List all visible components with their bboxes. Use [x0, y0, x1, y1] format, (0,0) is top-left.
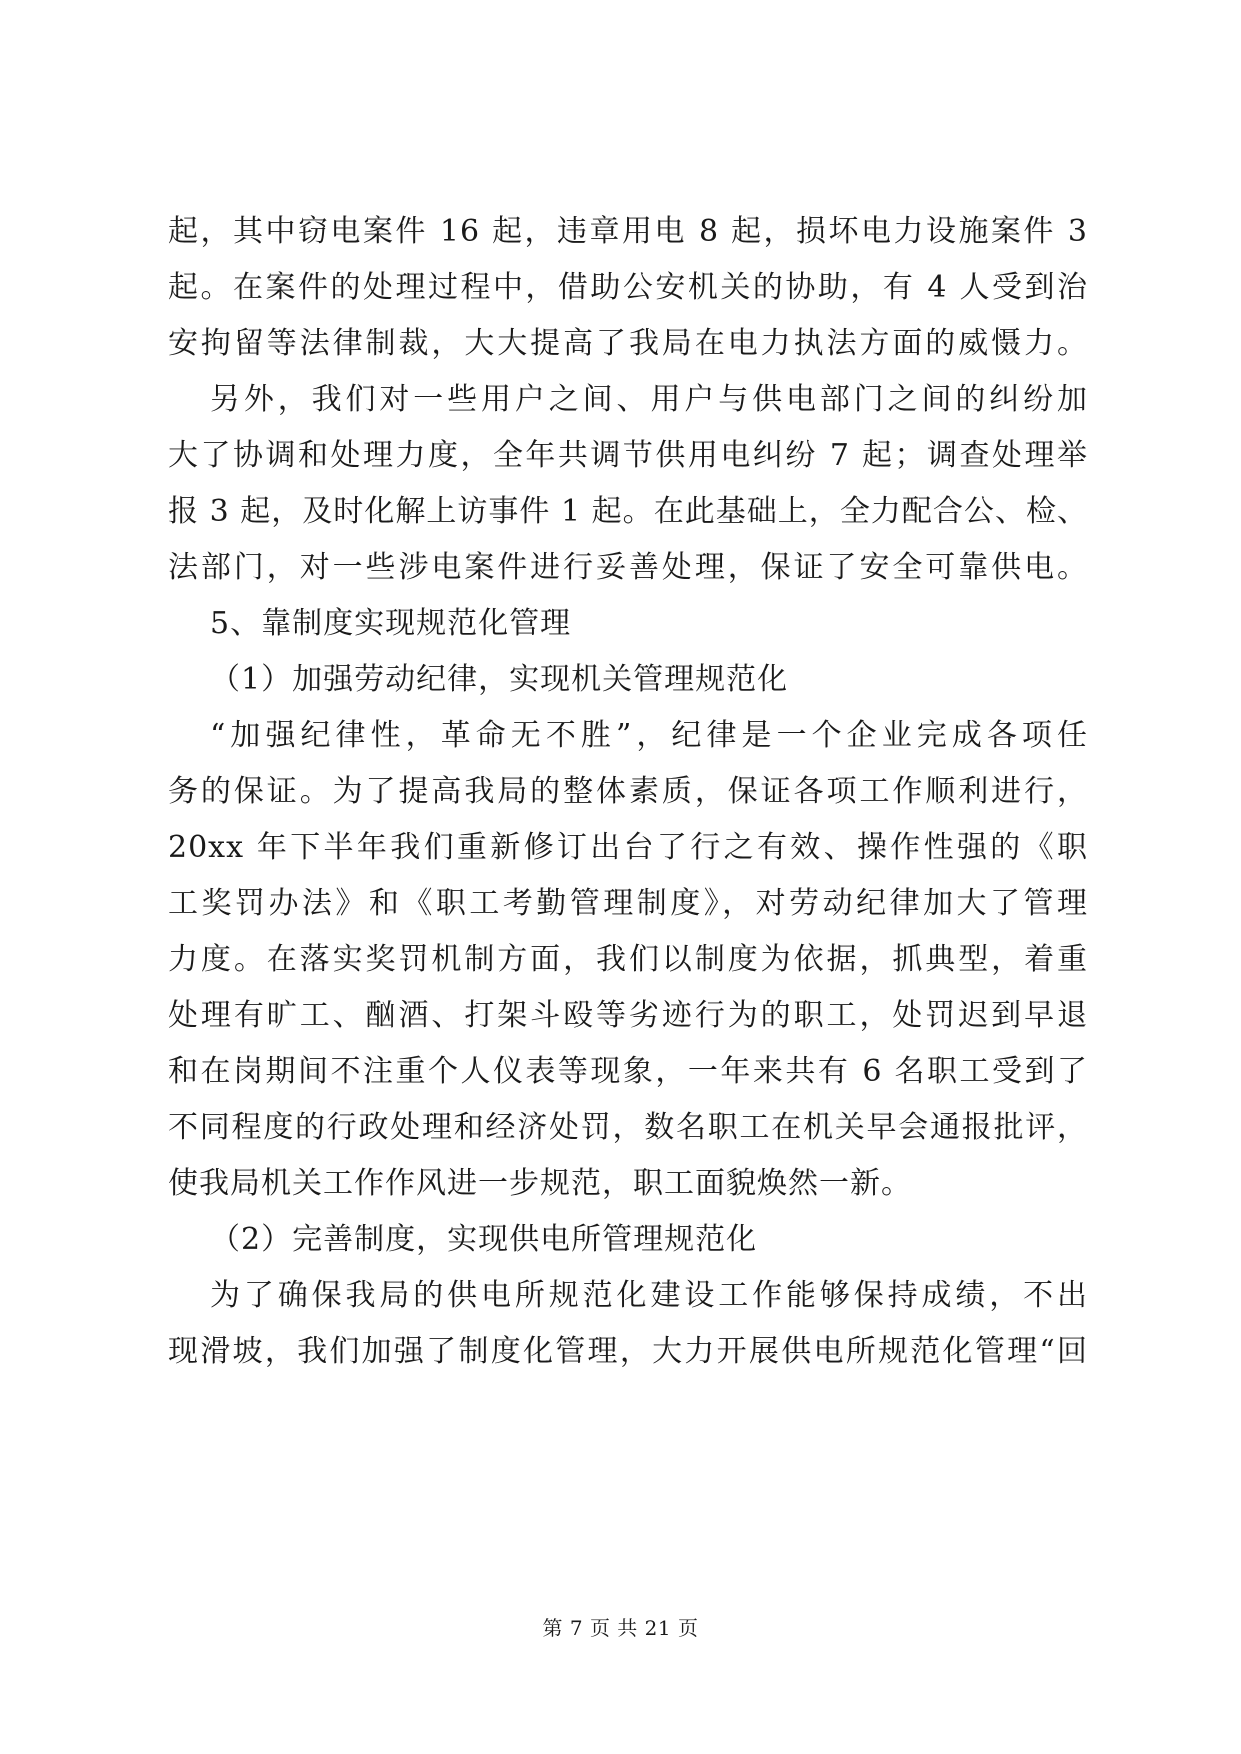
subsection-heading: （1）加强劳动纪律，实现机关管理规范化 — [210, 662, 789, 697]
body-text-line: 不同程度的行政处理和经济处罚，数名职工在机关早会通报批评， — [168, 1110, 1088, 1145]
body-text-line: 法部门，对一些涉电案件进行妥善处理，保证了安全可靠供电。 — [168, 550, 1088, 585]
page-number-footer: 第 7 页 共 21 页 — [542, 1616, 699, 1640]
body-text-line: 现滑坡，我们加强了制度化管理，大力开展供电所规范化管理“回 — [168, 1334, 1088, 1369]
subsection-heading: （2）完善制度，实现供电所管理规范化 — [210, 1222, 758, 1257]
body-text-line: 务的保证。为了提高我局的整体素质，保证各项工作顺利进行， — [168, 774, 1088, 809]
body-text-line: 起，其中窃电案件 16 起，违章用电 8 起，损坏电力设施案件 3 — [168, 214, 1088, 249]
body-text-line: 报 3 起，及时化解上访事件 1 起。在此基础上，全力配合公、检、 — [168, 494, 1088, 529]
body-text-line: 工奖罚办法》和《职工考勤管理制度》，对劳动纪律加大了管理 — [168, 886, 1088, 921]
body-text-line: 和在岗期间不注重个人仪表等现象，一年来共有 6 名职工受到了 — [168, 1054, 1088, 1089]
section-heading: 5、靠制度实现规范化管理 — [210, 606, 572, 641]
body-text-line: 使我局机关工作作风进一步规范，职工面貌焕然一新。 — [168, 1166, 912, 1201]
body-text-line: 大了协调和处理力度，全年共调节供用电纠纷 7 起；调查处理举 — [168, 438, 1088, 473]
body-text-line: 20xx 年下半年我们重新修订出台了行之有效、操作性强的《职 — [168, 830, 1088, 865]
body-text-line: 安拘留等法律制裁，大大提高了我局在电力执法方面的威慑力。 — [168, 326, 1088, 361]
paragraph-first-line: 另外，我们对一些用户之间、用户与供电部门之间的纠纷加 — [210, 382, 1088, 417]
paragraph-first-line: 为了确保我局的供电所规范化建设工作能够保持成绩，不出 — [210, 1278, 1088, 1313]
body-text-line: 起。在案件的处理过程中，借助公安机关的协助，有 4 人受到治 — [168, 270, 1088, 305]
paragraph-first-line: “加强纪律性，革命无不胜”，纪律是一个企业完成各项任 — [210, 718, 1088, 753]
body-text-line: 处理有旷工、酗酒、打架斗殴等劣迹行为的职工，处罚迟到早退 — [168, 998, 1088, 1033]
body-text-line: 力度。在落实奖罚机制方面，我们以制度为依据，抓典型，着重 — [168, 942, 1088, 977]
